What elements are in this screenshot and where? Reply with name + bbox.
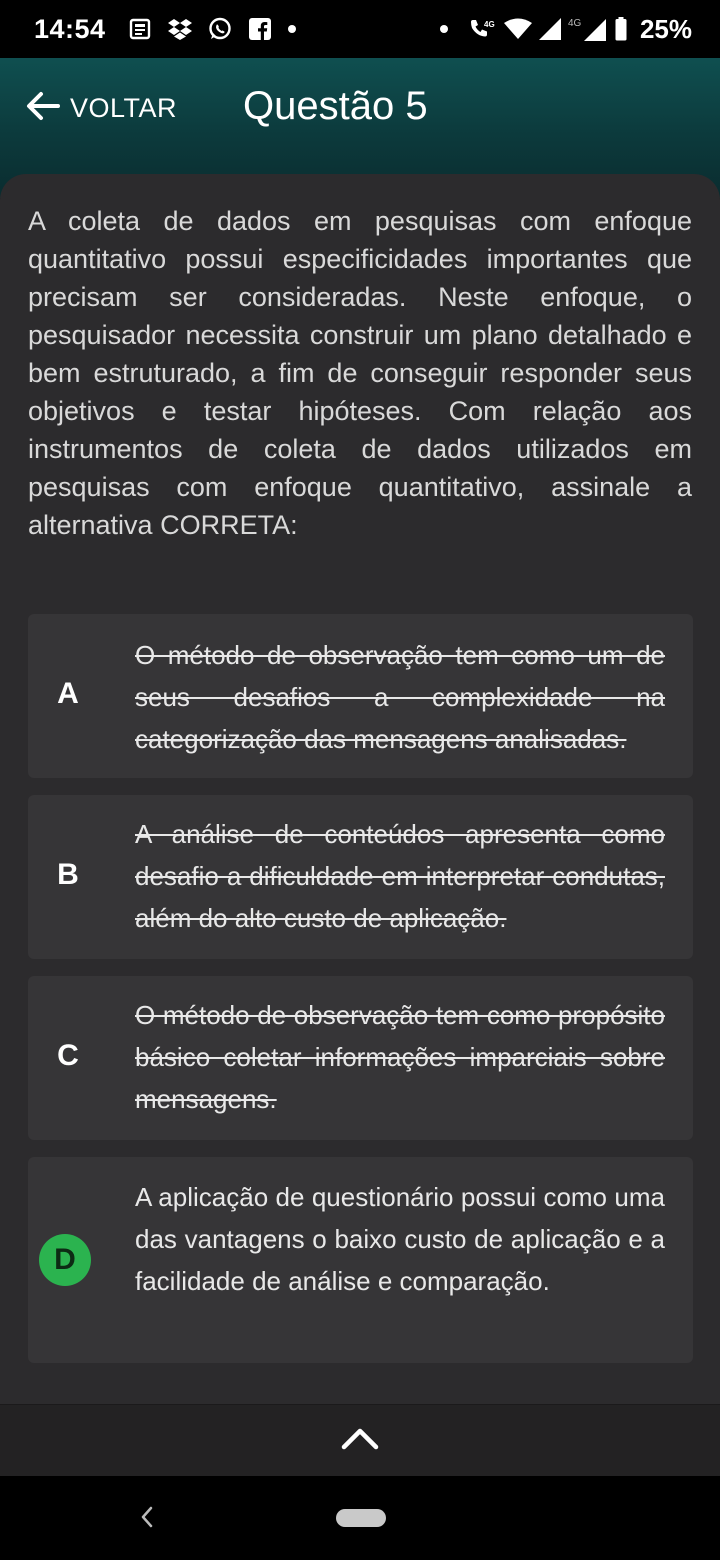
chevron-left-icon bbox=[139, 1506, 155, 1533]
option-d[interactable] bbox=[28, 1157, 693, 1363]
volte-call-icon bbox=[468, 17, 498, 41]
option-letter: C bbox=[57, 1039, 79, 1072]
facebook-icon bbox=[248, 17, 272, 41]
nav-home-button[interactable] bbox=[336, 1509, 386, 1527]
network-type-label: 4G bbox=[483, 20, 495, 29]
dropbox-icon bbox=[168, 17, 192, 41]
status-bar bbox=[0, 0, 720, 58]
system-nav-bar bbox=[0, 1476, 720, 1560]
option-text: A aplicação de questionário possui como uma das vantagens o baixo custo de aplicação e a facilidade de análise e comparação. bbox=[135, 1182, 665, 1296]
back-button-label: VOLTAR bbox=[70, 92, 178, 123]
option-letter: B bbox=[57, 858, 79, 891]
option-letter: A bbox=[57, 677, 79, 710]
page-title: Questão 5 bbox=[243, 84, 428, 128]
option-text: A análise de conteúdos apresenta como desafio a dificuldade em interpretar condutas, além do alto custo de aplicação. bbox=[135, 819, 665, 933]
system-icons bbox=[440, 14, 692, 45]
back-button[interactable] bbox=[26, 88, 177, 128]
news-icon bbox=[128, 17, 152, 41]
battery-percent: 25% bbox=[639, 13, 692, 44]
whatsapp-icon bbox=[208, 17, 232, 41]
option-b[interactable] bbox=[28, 795, 693, 959]
dot-icon bbox=[440, 25, 448, 33]
selected-answer-badge: D bbox=[39, 1234, 91, 1286]
bottom-bar bbox=[0, 1404, 720, 1476]
option-text: O método de observação tem como um de seus desafios a complexidade na categorização das mensagens analisadas. bbox=[135, 640, 665, 754]
arrow-left-icon bbox=[26, 91, 60, 126]
option-text: O método de observação tem como propósito básico coletar informações imparciais sobre mensagens. bbox=[135, 1000, 665, 1114]
option-a[interactable] bbox=[28, 614, 693, 778]
chevron-up-icon bbox=[341, 1426, 379, 1455]
expand-button[interactable] bbox=[330, 1421, 390, 1461]
option-c[interactable] bbox=[28, 976, 693, 1140]
nav-back-button[interactable] bbox=[130, 1502, 164, 1536]
question-text: A coleta de dados em pesquisas com enfoque quantitativo possui especificidades importantes que precisam ser consideradas. Neste enfoque, o pesquisador necessita construir um plano detalhado e bem estruturado, a fim de conseguir responder seus objetivos e testar hipóteses. Com relação aos instrumentos de coleta de dados utilizados em pesquisas com enfoque quantitativo, assinale a alternativa CORRETA: bbox=[28, 206, 692, 540]
dot-icon bbox=[288, 25, 296, 33]
notification-icons bbox=[128, 17, 296, 41]
status-time: 14:54 bbox=[34, 13, 106, 44]
signal-icon bbox=[538, 17, 562, 41]
battery-icon bbox=[614, 17, 628, 41]
network-type-label: 4G bbox=[567, 18, 582, 29]
question-card bbox=[0, 174, 720, 1404]
signal-4g-icon bbox=[568, 17, 608, 41]
wifi-icon bbox=[504, 17, 532, 41]
